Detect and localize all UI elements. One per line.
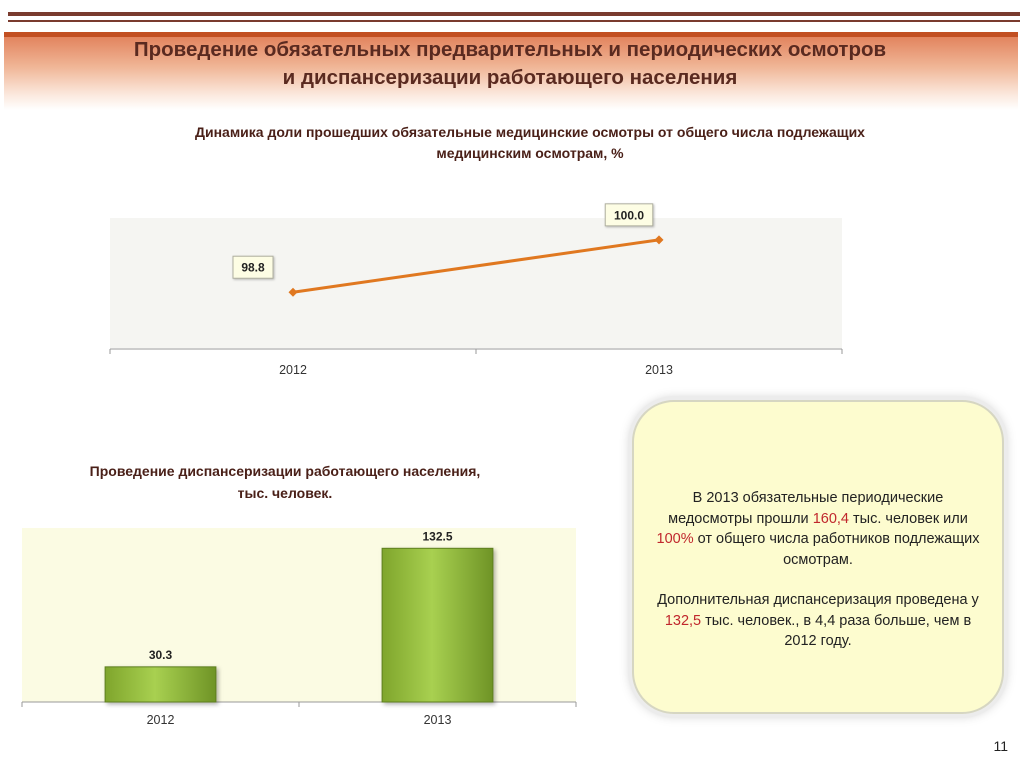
info-p1-highlight-count: 160,4 [812, 510, 849, 527]
info-p2-text-a: Дополнительная диспансеризация проведена у [657, 592, 979, 608]
info-p1-highlight-percent: 100% [656, 531, 694, 547]
info-p1-text-a: В 2013 обязательные периодические медосмотры прошли [668, 490, 944, 527]
info-paragraph-screening [654, 590, 982, 652]
bar-chart-title [60, 460, 510, 504]
bar-chart-title-line-2: тыс. человек. [237, 485, 333, 501]
line-chart-data-label-2012: 98.8 [241, 260, 265, 275]
info-p1-text-c: от общего числа работников подлежащих осмотрам. [693, 531, 980, 568]
bar-chart-title-line-1: Проведение диспансеризации работающего населения, [89, 463, 481, 479]
info-paragraph-inspections [654, 488, 982, 570]
slide-title-line-2: и диспансеризации работающего населения [282, 66, 738, 89]
info-p2-highlight-count: 132,5 [664, 612, 702, 629]
bar-chart-plot-area [22, 528, 576, 702]
bar-chart-data-label-2013: 132.5 [422, 529, 453, 544]
line-chart-x-label-2013: 2013 [645, 363, 673, 377]
line-chart-point-2013 [655, 235, 664, 244]
line-chart-x-label-2012: 2012 [279, 363, 307, 377]
page-number: 11 [993, 738, 1008, 754]
line-chart-title-line-1: Динамика доли прошедших обязательные медицинские осмотры от общего числа подлежащих [195, 124, 865, 140]
line-chart-point-2012 [289, 288, 298, 297]
slide-title-line-1: Проведение обязательных предварительных и периодических осмотров [133, 38, 887, 61]
bar-chart-x-label-2012: 2012 [146, 713, 175, 727]
info-p1-text-b: тыс. человек или [848, 510, 968, 527]
line-chart-data-label-2013: 100.0 [613, 208, 645, 223]
bar-chart-x-label-2013: 2013 [423, 713, 452, 727]
line-chart-title-line-2: медицинским осмотрам, % [436, 145, 624, 161]
info-callout-box [632, 400, 1004, 714]
line-chart-series-line [293, 240, 659, 292]
bar-chart-data-label-2012: 30.3 [148, 647, 173, 662]
info-p2-text-b: тыс. человек., в 4,4 раза больше, чем в 2012 году. [701, 612, 972, 649]
info-callout-text [654, 488, 982, 652]
